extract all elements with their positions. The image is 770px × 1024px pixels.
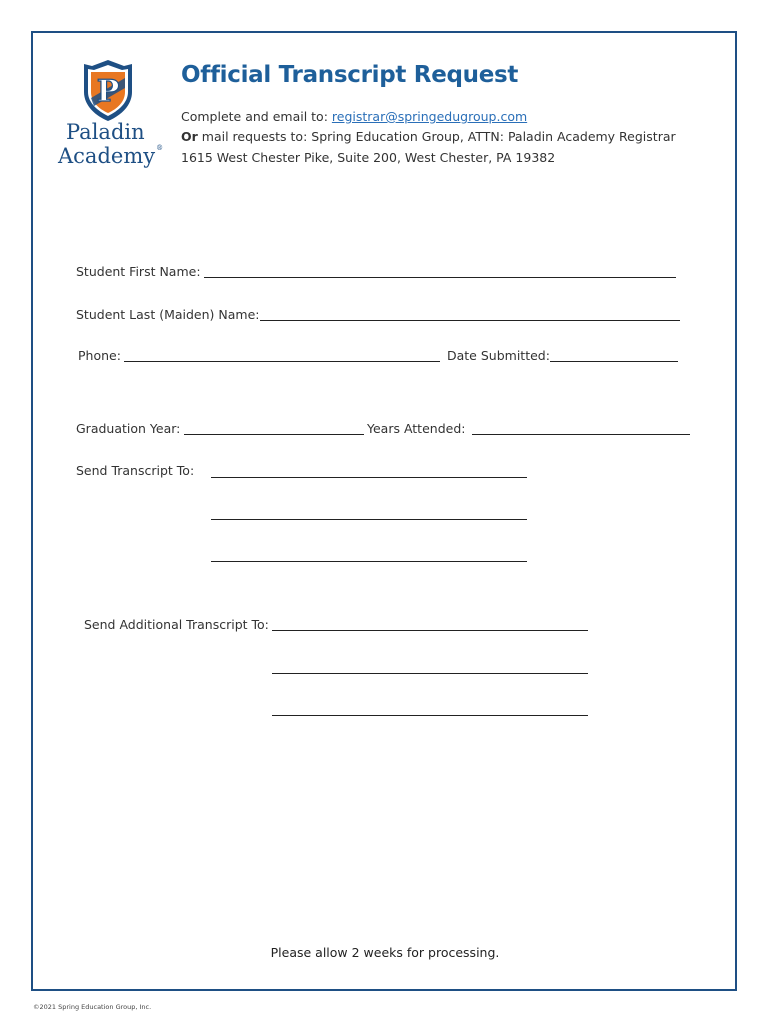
- date-submitted-label: Date Submitted:: [447, 348, 550, 363]
- logo-name-line1: Paladin: [66, 120, 145, 144]
- years-attended-label: Years Attended:: [367, 421, 466, 436]
- graduation-year-label: Graduation Year:: [76, 421, 181, 436]
- email-instruction: Complete and email to: registrar@springedugroup.com: [181, 109, 528, 124]
- page-title: Official Transcript Request: [181, 62, 519, 88]
- phone-field[interactable]: [124, 361, 440, 362]
- svg-text:P: P: [96, 74, 120, 109]
- send-additional-line-3[interactable]: [272, 715, 588, 716]
- first-name-label: Student First Name:: [76, 264, 201, 279]
- send-additional-line-2[interactable]: [272, 673, 588, 674]
- processing-note: Please allow 2 weeks for processing.: [270, 945, 500, 960]
- send-transcript-label: Send Transcript To:: [76, 463, 195, 478]
- send-transcript-line-2[interactable]: [211, 519, 527, 520]
- years-attended-field[interactable]: [472, 434, 690, 435]
- phone-label: Phone:: [78, 348, 121, 363]
- send-additional-line-1[interactable]: [272, 630, 588, 631]
- date-submitted-field[interactable]: [550, 361, 678, 362]
- logo-name-line2: Academy®: [58, 144, 164, 168]
- send-additional-label: Send Additional Transcript To:: [84, 617, 269, 632]
- mail-instruction: Or mail requests to: Spring Education Group, ATTN: Paladin Academy Registrar: [181, 129, 676, 144]
- last-name-label: Student Last (Maiden) Name:: [76, 307, 260, 322]
- last-name-field[interactable]: [260, 320, 680, 321]
- send-transcript-line-1[interactable]: [211, 477, 527, 478]
- mailing-address: 1615 West Chester Pike, Suite 200, West Chester, PA 19382: [181, 150, 556, 165]
- email-link[interactable]: registrar@springedugroup.com: [331, 109, 528, 124]
- send-transcript-line-3[interactable]: [211, 561, 527, 562]
- paladin-shield-logo-icon: [80, 58, 136, 122]
- graduation-year-field[interactable]: [184, 434, 364, 435]
- first-name-field[interactable]: [204, 277, 676, 278]
- form-border: [31, 31, 737, 991]
- copyright-text: ©2021 Spring Education Group, Inc.: [33, 1003, 152, 1011]
